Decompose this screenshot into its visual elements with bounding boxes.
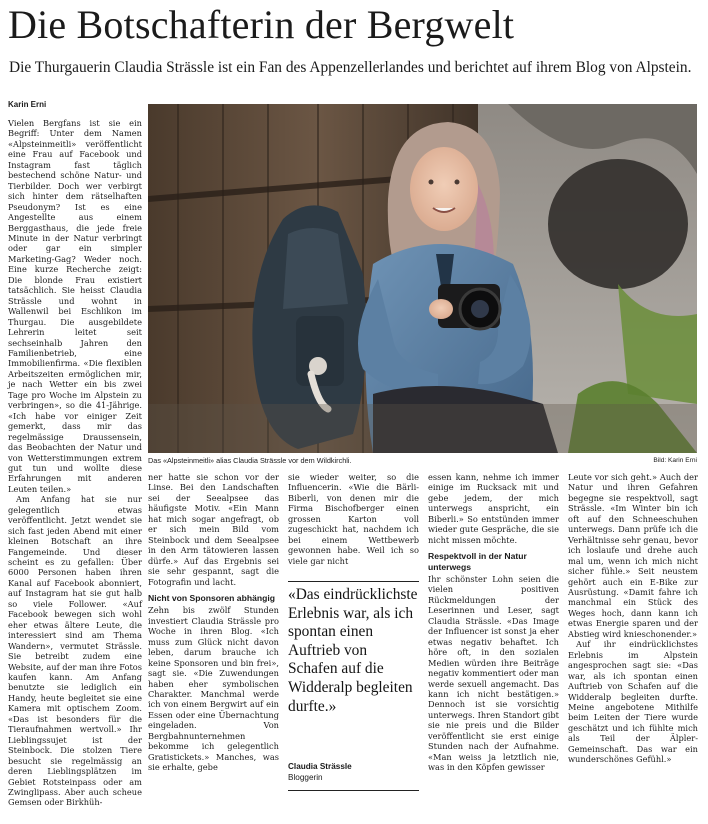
pull-quote: «Das eindrücklichste Erlebnis war, als ich spontan einen Auftrieb von Schafen auf die Widderalp begleiten durfte.» <box>288 586 418 715</box>
author-byline: Karin Erni <box>8 100 47 109</box>
headline: Die Botschafterin der Bergwelt <box>8 2 515 47</box>
article-column-2 <box>148 472 279 812</box>
article-column-4 <box>428 472 559 812</box>
paragraph: Ihr schönster Lohn seien die vielen positiven Rückmeldungen der Leserinnen und Leser, sagt Claudia Strässle. «Das Image der Influencer ist sonst ja eher etwas negativ behaftet. Ich höre oft, in den sozialen Medien würden ihre Beiträge negativ kommentiert oder man werde sexuell angemacht. Das kann ich nicht bestätigen.» Dennoch ist sie vorsichtig unterwegs. Ihren Standort gibt sie nie preis und die Bilder veröffentlicht sie erst einige Stunden nach der Aufnahme. «Man weiss ja letztlich nie, was in den Köpfen gewisser <box>428 573 559 773</box>
paragraph: Vielen Bergfans ist sie ein Begriff: Unter dem Namen «Alpsteinmeitli» veröffentlicht eine Frau auf Facebook und Instagram fast täglich bestechend schöne Natur- und Tierbilder. Doch wer verbirgt sich hinter dem rätselhaften Pseudonym? Ist es eine Angestellte aus einem Berggasthaus, die jede freie Minute in der Natur verbringt oder gar ein simpler Marketing-Gag? Weder noch. Eine kurze Recherche zeigt: Die blonde Frau existiert tatsächlich. Sie heisst Claudia Strässle und wohnt in Wallenwil bei Eschlikon im Thurgau. Die ausgebildete Lehrerin leitet seit sechseinhalb Jahren den Familienbetrieb, eine Immobilienfirma. «Die flexiblen Arbeitszeiten ermöglichen mir, je nach Wetter ein bis zwei Tage pro Woche im Alpstein zu verbringen», so die 41-Jährige. «Ich habe vor einiger Zeit gemerkt, dass mir das regelmässige Draussensein, das Beobachten der Natur und von Wetterstimmungen extrem gut tun und wollte diese Erfahrungen mit anderen Leuten teilen.» <box>8 118 142 494</box>
paragraph: Auf ihr eindrücklichstes Erlebnis im Alpstein angesprochen sagt sie: «Das war, als ich spontan einen Auftrieb von Schafen auf die Widderalp begleiten durfte. Meine angebotene Mithilfe beim Leiten der Tiere wurde geschätzt und ich fühlte mich als Teil der Älpler-Gemeinschaft. Das war ein wunderschönes Gefühl.» <box>568 639 698 765</box>
photo-credit: Bild: Karin Erni <box>653 457 697 464</box>
paragraph: ner hatte sie schon vor der Linse. Bei den Landschaften sei der Seealpsee das häufigste Motiv. «Ein Mann hat mich sogar angefragt, ob er sich mein Bild vom Steinbock und dem Seealpsee in den Arm tätowieren lassen dürfe.» Auf das Ergebnis sei sie sehr gespannt, sagt die Fotografin und lacht. <box>148 472 279 587</box>
paragraph: Am Anfang hat sie nur gelegentlich etwas veröffentlicht. Jetzt wendet sie sich fast jeden Abend mit einer kleinen Botschaft an ihre Fangemeinde. Und dieser scheint es zu gefallen: Über 6000 Personen haben ihren Kanal auf Facebook abonniert, auf Instagram hat sie gut halb so viele Follower. «Auf Facebook bewegen sich wohl eher etwas ältere Leute, die interessiert sind am Thema Wandern», vermutet Strässle. Sie betreibt zudem eine Website, auf der man ihre Fotos kaufen kann. Am Anfang benutzte sie lediglich ein Handy, heute begleitet sie eine Kamera mit optischem Zoom. «Das ist besonders für die Tieraufnahmen wertvoll.» Ihr Lieblingssujet ist der Steinbock. Die stolzen Tiere besucht sie regelmässig an deren Lieblingsplätzen im Gebiet Rotsteinpass oder am Zwinglipass. Aber auch scheue Gemsen oder Birkhüh- <box>8 494 142 808</box>
quote-attribution <box>288 762 418 783</box>
quote-rule-bottom <box>288 790 419 791</box>
article-column-5 <box>568 472 698 812</box>
subheading: Respektvoll in der Natur unterwegs <box>428 551 527 572</box>
caption-text: Das «Alpsteinmeitli» alias Claudia Strässle vor dem Wildkirchli. <box>148 456 352 465</box>
quote-name: Claudia Strässle <box>288 762 352 771</box>
article-photo <box>148 104 697 453</box>
quote-rule-top <box>288 581 419 582</box>
quote-role: Bloggerin <box>288 772 323 782</box>
paragraph: Zehn bis zwölf Stunden investiert Claudia Strässle pro Woche in ihren Blog. «Ich muss zum Glück nicht davon leben, darum brauche ich keine Sponsoren und bin frei», sagt sie. «Die Zuwendungen haben eher symbolischen Charakter. Manchmal werde ich von einem Bergwirt auf ein Essen oder eine Übernachtung eingeladen. Von Bergbahnunternehmen bekomme ich gelegentlich Gratistickets.» Manches, was sie erhalte, gebe <box>148 605 279 773</box>
article-column-1 <box>8 118 142 808</box>
paragraph: essen kann, nehme ich immer einige im Rucksack mit und gebe jedem, der mich unterwegs anspricht, ein Biberli.» So entstünden immer wieder gute Gespräche, die sie nicht missen möchte. <box>428 472 559 545</box>
photo-illustration <box>148 104 697 453</box>
subheadline: Die Thurgauerin Claudia Strässle ist ein Fan des Appenzellerlandes und berichtet auf ihrem Blog von Alpstein. <box>9 59 692 76</box>
subheading: Nicht von Sponsoren abhängig <box>148 592 276 603</box>
photo-caption <box>148 456 697 466</box>
paragraph: sie wieder weiter, so die Influencerin. «Wie die Bärli-Biberli, von denen mir die Firma Bischofberger einen grossen Karton voll zugeschickt hat, nachdem ich bei einem Wettbewerb gewonnen habe. Weil ich so viele gar nicht <box>288 472 419 566</box>
article-column-3 <box>288 472 419 582</box>
paragraph: Leute vor sich geht.» Auch der Natur und ihren Gefahren begegne sie respektvoll, sagt Strässle. «Im Winter bin ich oft auf den Schneeschuhen unterwegs. Dann prüfe ich die Verhältnisse sehr genau, bevor ich loslaufe und drehe auch mal um, wenn ich mich nicht sicher fühle.» Seit neustem gehört auch ein E-Bike zur Ausrüstung. «Damit fahre ich manchmal ein Stück des Weges hoch, dann kann ich etwas Energie sparen und der Abstieg wird knieschonender.» <box>568 472 698 639</box>
